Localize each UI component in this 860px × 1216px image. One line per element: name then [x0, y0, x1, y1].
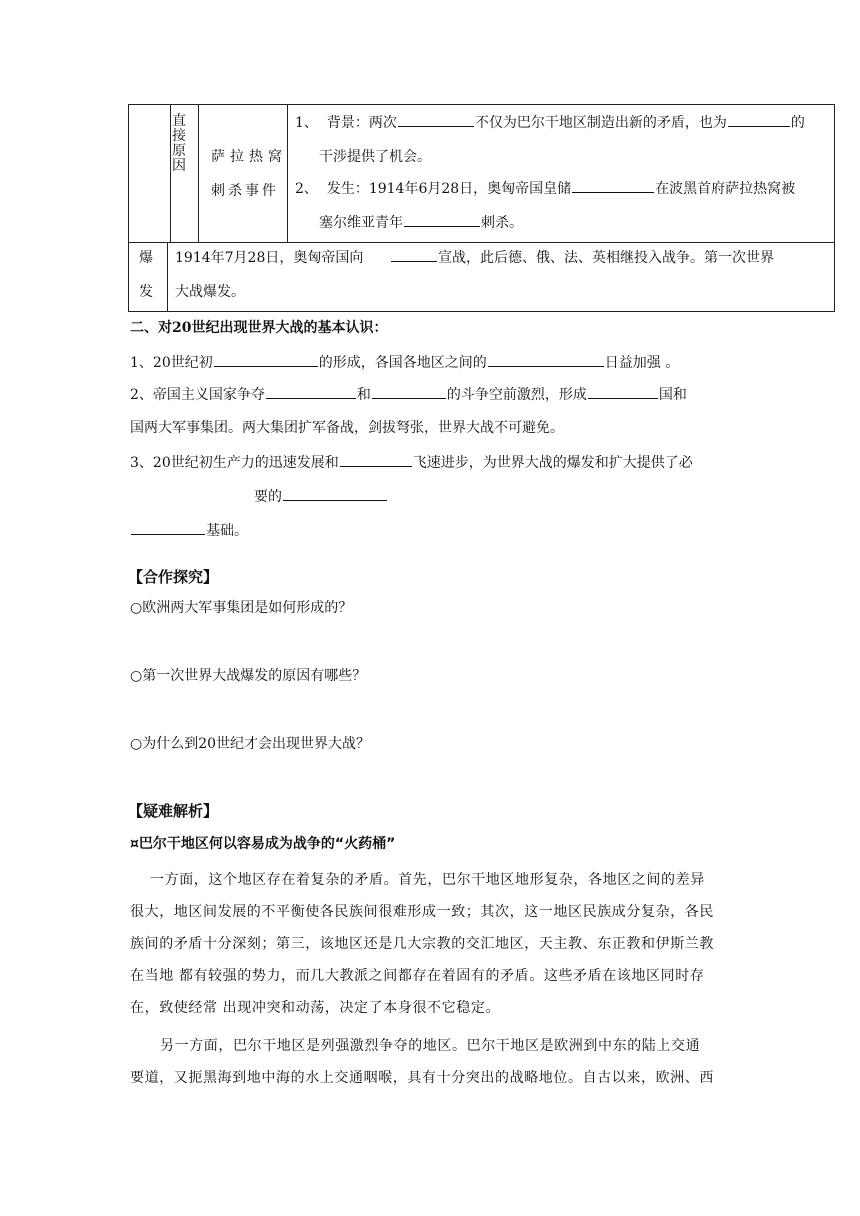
answer-blank[interactable]: [391, 247, 437, 262]
event-name-line2: 刺杀事件: [211, 183, 279, 199]
answer-blank[interactable]: [131, 520, 205, 535]
outbreak-line1: 1914年7月28日，奥匈帝国向 宣战，此后德、俄、法、英相继投入战争。第一次世界: [175, 243, 774, 273]
answer-blank[interactable]: [266, 384, 356, 399]
coop-question-1: ○欧洲两大军事集团是如何形成的？: [130, 600, 353, 616]
background-line1: 1、 背景：两次 不仅为巴尔干地区制造出新的矛盾，也为 的: [295, 108, 805, 138]
point1: 1、20世纪初 的形成，各国各地区之间的 日益加强 。: [130, 352, 679, 373]
coop-question-3: ○为什么到20世纪才会出现世界大战？: [130, 736, 371, 752]
answer-blank[interactable]: [488, 352, 604, 367]
point3: 3、20世纪初生产力的迅速发展和 飞速进步，为世界大战的爆发和扩大提供了必: [130, 452, 693, 473]
point2: 2、帝国主义国家争夺 和 的斗争空前激烈，形成 国和: [130, 384, 687, 405]
analysis-heading: 【疑难解析】: [128, 802, 219, 820]
answer-blank[interactable]: [214, 352, 318, 367]
answer-blank[interactable]: [572, 178, 654, 193]
section2-heading: 二、对20世纪出现世界大战的基本认识：: [130, 320, 388, 336]
coop-heading: 【合作探究】: [128, 568, 219, 586]
analysis-line: 一方面，这个地区存在着复杂的矛盾。首先，巴尔干地区地形复杂，各地区之间的差异: [150, 872, 705, 888]
occurrence-line2: 塞尔维亚青年 刺杀。: [319, 208, 523, 238]
answer-blank[interactable]: [728, 112, 790, 127]
outbreak-label-1: 爆: [139, 250, 153, 266]
answer-blank[interactable]: [404, 212, 480, 227]
analysis-line: 族间的矛盾十分深刻；第三，该地区还是几大宗教的交汇地区，天主教、东正教和伊斯兰教: [130, 936, 714, 952]
direct-cause-label: 直 接 原 因: [172, 113, 186, 174]
analysis-subheading: ¤巴尔干地区何以容易成为战争的“火药桶”: [130, 836, 396, 852]
occurrence-line1: 2、 发生：1914年6月28日，奥匈帝国皇储 在波黑首府萨拉热窝被: [295, 174, 795, 204]
analysis-line: 要道，又扼黑海到地中海的水上交通咽喉，具有十分突出的战略地位。自古以来，欧洲、西: [130, 1070, 714, 1086]
analysis-line: 很大，地区间发展的不平衡使各民族间很难形成一致；其次，这一地区民族成分复杂，各民: [130, 904, 714, 920]
outbreak-line2: 大战爆发。: [175, 284, 245, 300]
analysis-line: 在，致使经常 出现冲突和动荡，决定了本身很不它稳定。: [130, 1000, 501, 1016]
outbreak-label-2: 发: [139, 284, 153, 300]
answer-blank[interactable]: [283, 486, 387, 501]
answer-blank[interactable]: [372, 384, 446, 399]
point3-end: 基础。: [130, 520, 248, 541]
point2-cont: 国两大军事集团。两大集团扩军备战，剑拔弩张，世界大战不可避免。: [130, 420, 564, 436]
analysis-line: 在当地 都有较强的势力，而几大教派之间都存在着固有的矛盾。这些矛盾在该地区同时存: [130, 968, 705, 984]
cause-table: [128, 104, 835, 312]
analysis-line: 另一方面，巴尔干地区是列强激烈争夺的地区。巴尔干地区是欧洲到中东的陆上交通: [160, 1038, 701, 1054]
point3-cont: 要的: [254, 486, 388, 507]
answer-blank[interactable]: [588, 384, 658, 399]
coop-question-2: ○第一次世界大战爆发的原因有哪些？: [130, 668, 367, 684]
background-line2: 干涉提供了机会。: [319, 149, 431, 165]
answer-blank[interactable]: [398, 112, 474, 127]
answer-blank[interactable]: [340, 452, 412, 467]
event-name-line1: 萨拉热窝: [211, 149, 287, 165]
